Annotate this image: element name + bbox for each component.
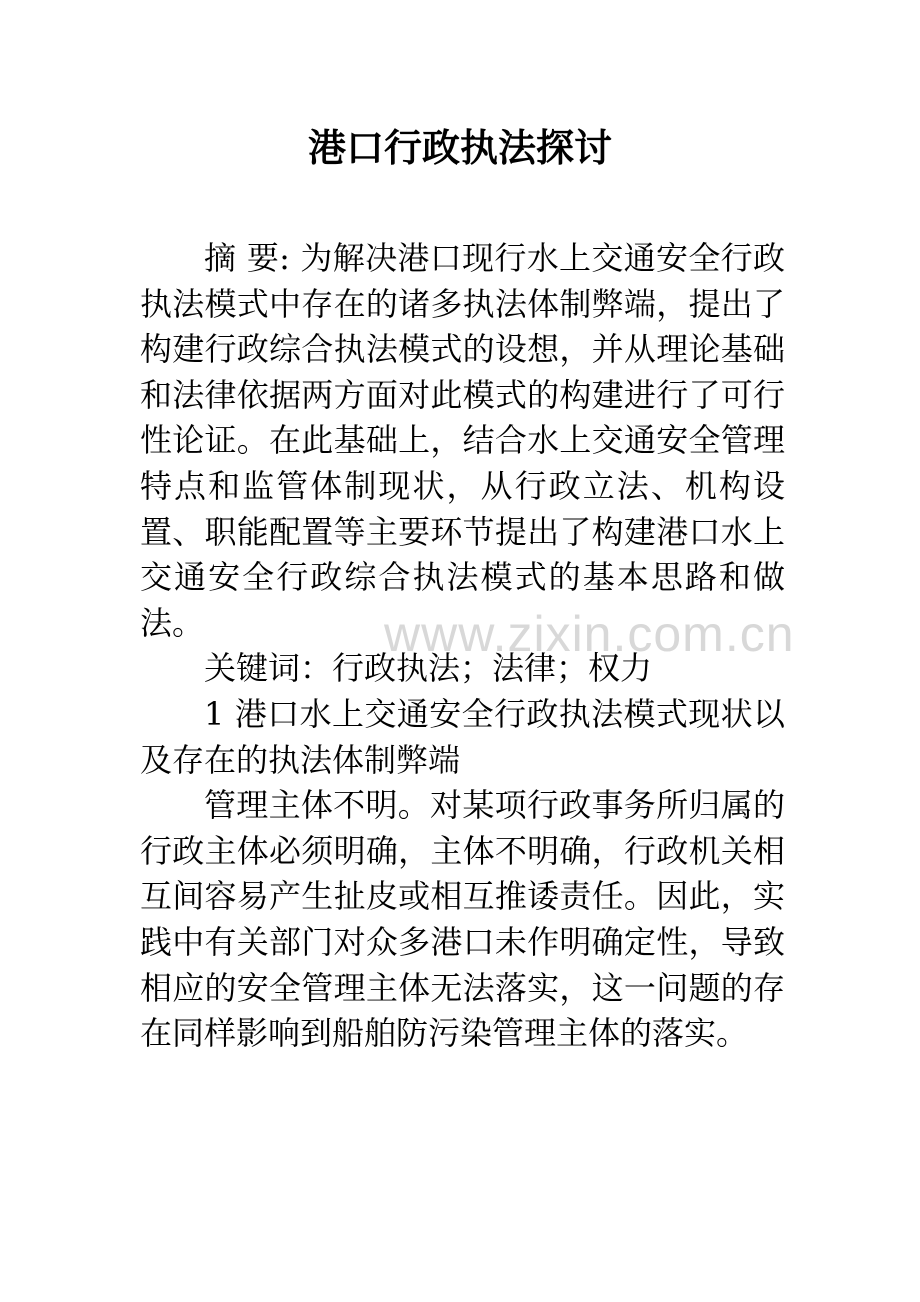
keywords-paragraph: 关键词：行政执法；法律；权力 [204,649,653,688]
section-heading: 1 港口水上交通安全行政执法模式现状以及存在的执法体制弊端 [140,694,785,779]
abstract-paragraph: 摘 要: 为解决港口现行水上交通安全行政执法模式中存在的诸多执法体制弊端，提出了构建行政综合执法模式的设想，并从理论基础和法律依据两方面对此模式的构建进行了可行性论证。在此基础上，结合水上交通安全管理特点和监管体制现状，从行政立法、机构设置、职能配置等主要环节提出了构建港口水上交通安全行政综合执法模式的基本思路和做法。 [140,239,785,642]
watermark-text: www.zixin.com.cn [384,606,795,662]
body-paragraph: 管理主体不明。对某项行政事务所归属的行政主体必须明确，主体不明确，行政机关相互间容易产生扯皮或相互推诿责任。因此，实践中有关部门对众多港口未作明确定性，导致相应的安全管理主体无法落实，这一问题的存在同样影响到船舶防污染管理主体的落实。 [140,786,785,1053]
document-body [140,236,785,1057]
document-title: 港口行政执法探讨 [307,125,612,170]
